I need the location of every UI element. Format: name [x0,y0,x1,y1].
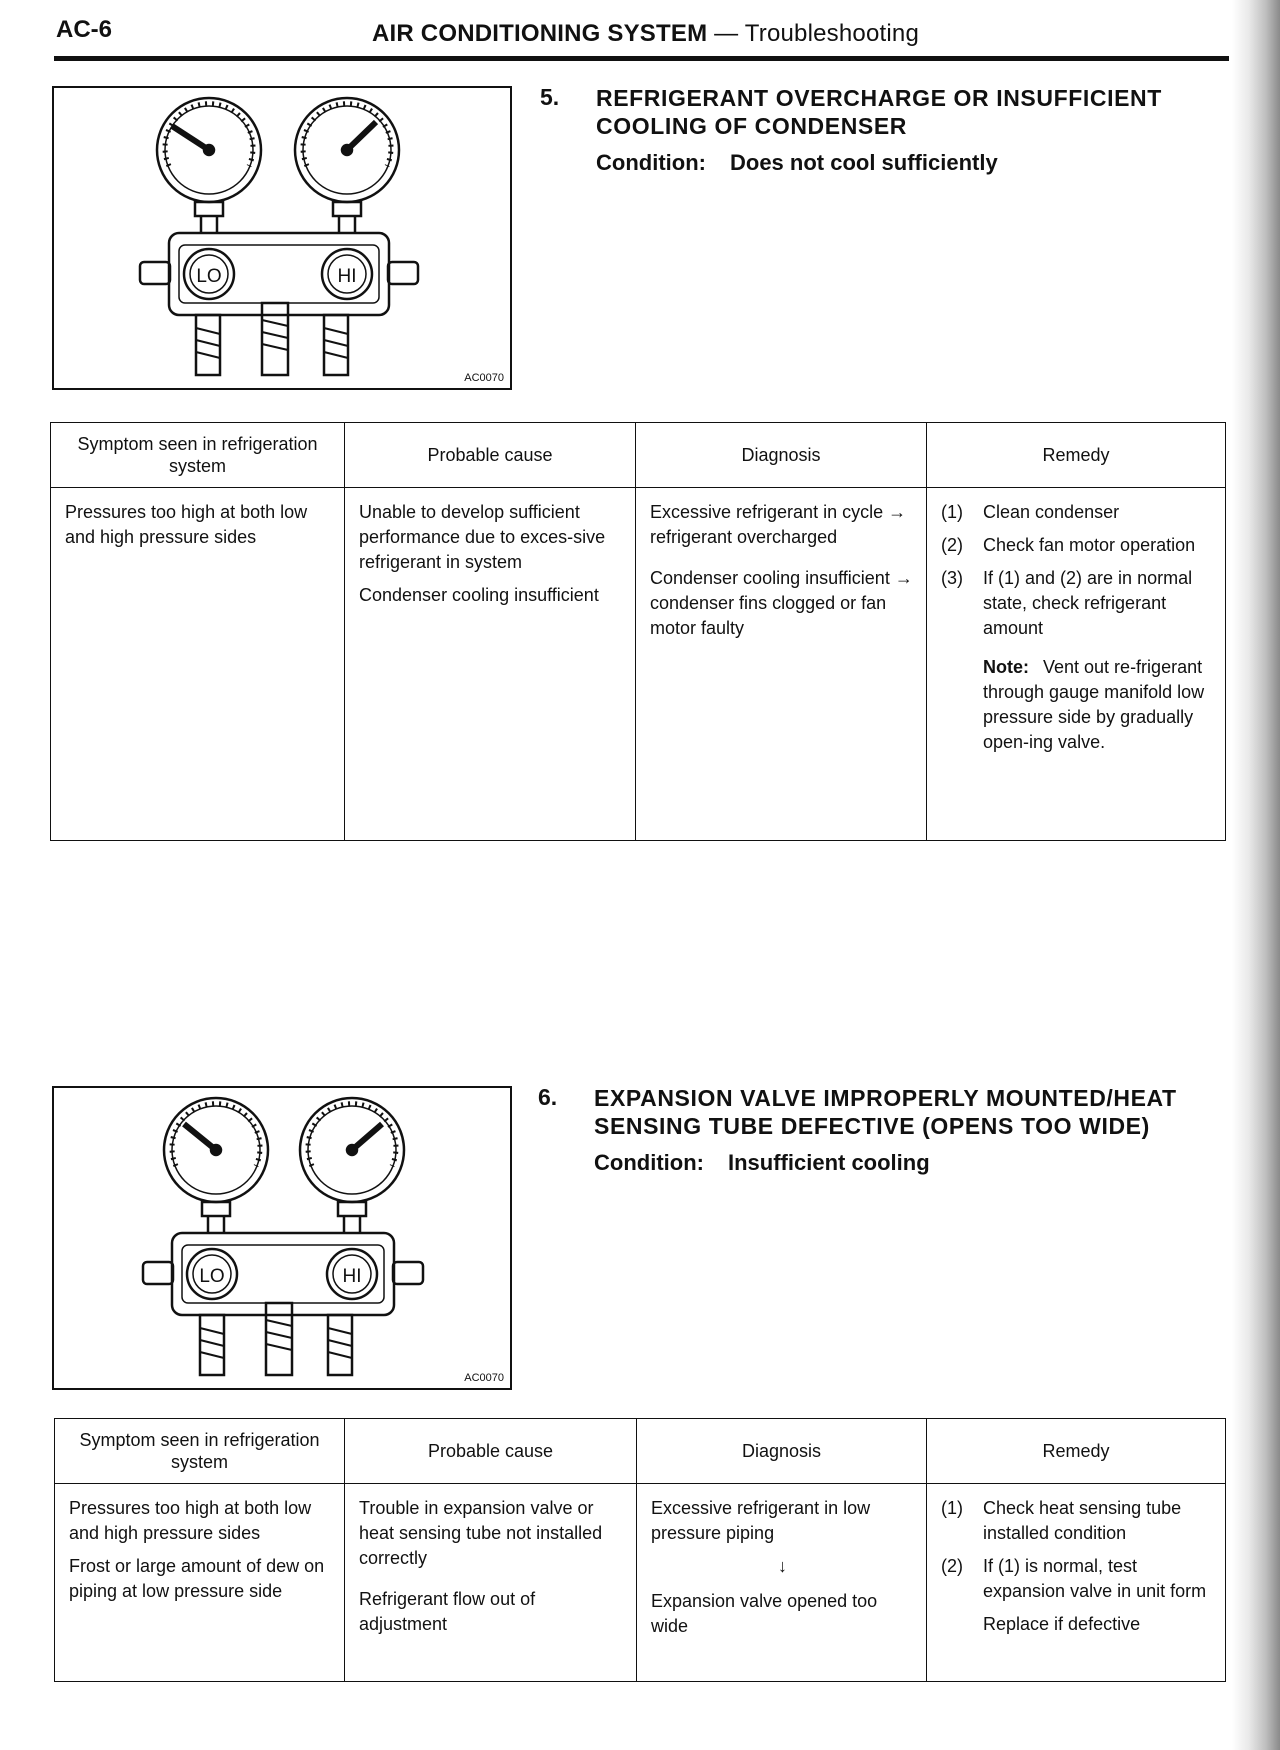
column-header-symptom: Symptom seen in refrigeration system [51,423,345,488]
remedy-item [941,1496,1213,1546]
remedy-number: (2) [941,535,963,555]
troubleshooting-table-6 [54,1418,1226,1682]
header-rule [54,56,1229,61]
remedy-text: If (1) and (2) are in normal state, check refrigerant amount [983,568,1193,638]
cause-text: Unable to develop sufficient performance due to exces-sive refrigerant in system [359,502,606,572]
diagnosis-text: Excessive refrigerant in low pressure piping [651,1498,871,1543]
condition-value: Does not cool sufficiently [730,150,998,175]
cause-cell [345,488,636,841]
table-row [55,1484,1226,1682]
symptom-text: Frost or large amount of dew on piping at low pressure side [69,1556,325,1601]
diagnosis-cell [636,488,927,841]
gauge-manifold-figure-5 [52,86,512,390]
section-number: 6. [538,1084,558,1110]
arrow-down-icon: ↓ [778,1556,787,1576]
diagnosis-text: Condenser cooling insufficient → condenser fins clogged or fan motor faulty [650,568,913,638]
remedy-item [941,566,1213,641]
lo-gauge-label: LO [196,266,222,287]
header-subtitle: — Troubleshooting [707,20,920,47]
column-header-symptom: Symptom seen in refrigeration system [55,1419,345,1484]
remedy-item [941,500,1213,525]
section-title-line: REFRIGERANT OVERCHARGE OR INSUFFICIENT [596,85,1162,111]
column-header-remedy: Remedy [927,423,1226,488]
remedy-text: Clean condenser [983,502,1120,522]
remedy-number: (3) [941,568,963,588]
remedy-cell [927,488,1226,841]
cause-cell [345,1484,637,1682]
section-title-line: EXPANSION VALVE IMPROPERLY MOUNTED/HEAT [594,1085,1177,1111]
table-header-row [55,1419,1226,1484]
cause-text: Trouble in expansion valve or heat sensing tube not installed correctly [359,1498,603,1568]
lo-gauge-label: LO [199,1266,225,1287]
section-number: 5. [540,84,560,110]
note-text: Vent out re-frigerant through gauge manifold low pressure side by gradually open-ing valve. [983,657,1205,752]
figure-code: AC0070 [464,372,504,384]
cause-text: Refrigerant flow out of adjustment [359,1589,536,1634]
condition-label: Condition: [594,1150,704,1175]
page-header [372,20,919,48]
column-header-cause: Probable cause [345,423,636,488]
hi-gauge-label: HI [337,266,357,287]
page-binding-edge [1232,0,1280,1750]
column-header-diagnosis: Diagnosis [637,1419,927,1484]
column-header-diagnosis: Diagnosis [636,423,927,488]
remedy-item [941,533,1213,558]
gauge-manifold-illustration [54,1088,510,1388]
diagnosis-text: Excessive refrigerant in cycle → refrigerant overcharged [650,502,907,547]
figure-code: AC0070 [464,1372,504,1384]
section-title [594,1084,1226,1140]
condition-value: Insufficient cooling [728,1150,930,1175]
gauge-manifold-illustration [54,88,510,388]
symptom-text: Pressures too high at both low and high pressure sides [65,502,308,547]
remedy-text: Check heat sensing tube installed condition [983,1498,1182,1543]
remedy-text: If (1) is normal, test expansion valve in unit form [983,1556,1207,1601]
remedy-number: (1) [941,1498,963,1518]
remedy-extra: Replace if defective [983,1614,1141,1634]
condition-line [596,150,998,176]
diagnosis-cell [637,1484,927,1682]
remedy-text: Check fan motor operation [983,535,1196,555]
section-title [596,84,1226,140]
header-title: AIR CONDITIONING SYSTEM [372,20,708,47]
table-header-row [51,423,1226,488]
remedy-note [983,655,1213,755]
column-header-remedy: Remedy [927,1419,1226,1484]
remedy-cell [927,1484,1226,1682]
condition-label: Condition: [596,150,706,175]
note-label: Note: [983,657,1029,677]
gauge-manifold-figure-6 [52,1086,512,1390]
symptom-cell [55,1484,345,1682]
cause-text: Condenser cooling insufficient [359,585,599,605]
symptom-cell [51,488,345,841]
table-row [51,488,1226,841]
troubleshooting-table-5 [50,422,1226,841]
remedy-item [941,1554,1213,1604]
symptom-text: Pressures too high at both low and high pressure sides [69,1498,312,1543]
section-title-line: SENSING TUBE DEFECTIVE (OPENS TOO WIDE) [594,1113,1150,1139]
column-header-cause: Probable cause [345,1419,637,1484]
page-code: AC-6 [56,16,113,43]
remedy-number: (1) [941,502,963,522]
condition-line [594,1150,930,1176]
diagnosis-text: Expansion valve opened too wide [651,1591,878,1636]
remedy-number: (2) [941,1556,963,1576]
hi-gauge-label: HI [342,1266,362,1287]
section-title-line: COOLING OF CONDENSER [596,113,908,139]
